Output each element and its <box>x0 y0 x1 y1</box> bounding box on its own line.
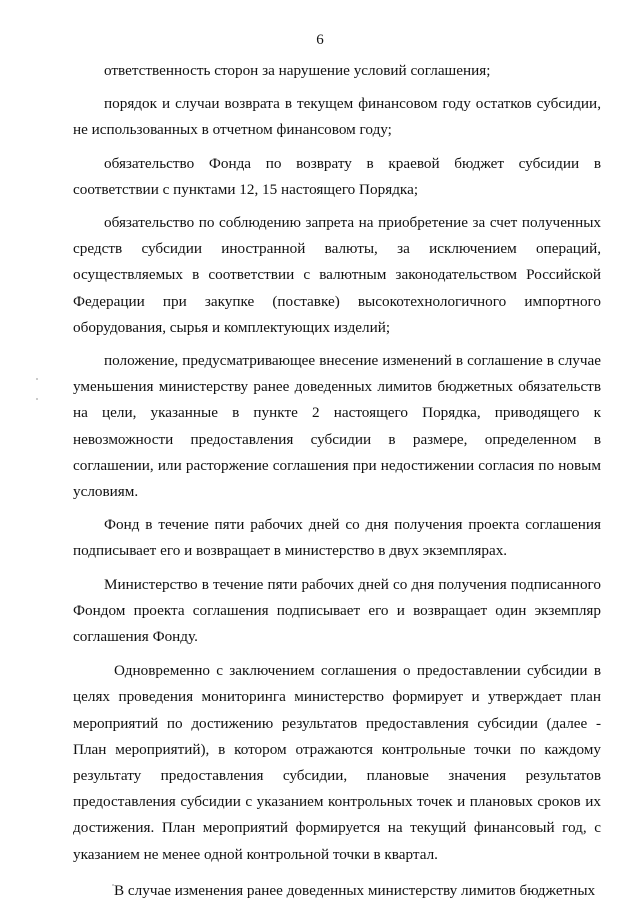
paragraph-limits-change: В случае изменения ранее доведенных министерству лимитов бюджетных <box>114 881 596 899</box>
scan-speck <box>36 378 38 380</box>
paragraph-monitoring-plan: Одновременно с заключением соглашения о предоставлении субсидии в целях проведения мониторинга министерство формирует и утверждает план мероприятий по достижению результатов предоставления субсидии (далее - План мероприятий), в котором отражаются контрольные точки по каждому результату предоставления субсидии, плановые значения результатов предоставления субсидии с указанием контрольных точек и плановых сроков их достижения. План мероприятий формируется на текущий финансовый год, с указанием не менее одной контрольной точки в квартал. <box>73 662 601 863</box>
document-body <box>73 58 601 911</box>
paragraph-fund-obligation: обязательство Фонда по возврату в краевой бюджет субсидии в соответствии с пунктами 12, 15 настоящего Порядка; <box>73 154 601 198</box>
paragraph-currency-ban: обязательство по соблюдению запрета на приобретение за счет полученных средств субсидии иностранной валюты, за исключением операций, осуществляемых в соответствии с валютным законодательством Российской Федерации при закупке (поставке) высокотехнологичного импортного оборудования, сырья и комплектующих изделий; <box>73 214 601 336</box>
scan-speck <box>112 884 114 886</box>
paragraph-ministry-signing: Министерство в течение пяти рабочих дней со дня получения подписанного Фондом проекта соглашения подписывает его и возвращает один экземпляр соглашения Фонду. <box>73 575 601 646</box>
paragraph-return-order: порядок и случаи возврата в текущем финансовом году остатков субсидии, не использованных в отчетном финансовом году; <box>73 95 601 139</box>
scan-speck <box>36 398 38 400</box>
page-number: 6 <box>316 32 324 48</box>
paragraph-fund-signing: Фонд в течение пяти рабочих дней со дня получения проекта соглашения подписывает его и возвращает в министерство в двух экземплярах. <box>73 516 601 560</box>
paragraph-amendment-provision: положение, предусматривающее внесение изменений в соглашение в случае уменьшения министерству ранее доведенных лимитов бюджетных обязательств на цели, указанные в пункте 2 настоящего Порядка, приводящего к невозможности предоставления субсидии в размере, определенном в соглашении, или расторжение соглашения при недостижении согласия по новым условиям. <box>73 352 601 501</box>
paragraph-responsibility: ответственность сторон за нарушение условий соглашения; <box>104 62 491 79</box>
